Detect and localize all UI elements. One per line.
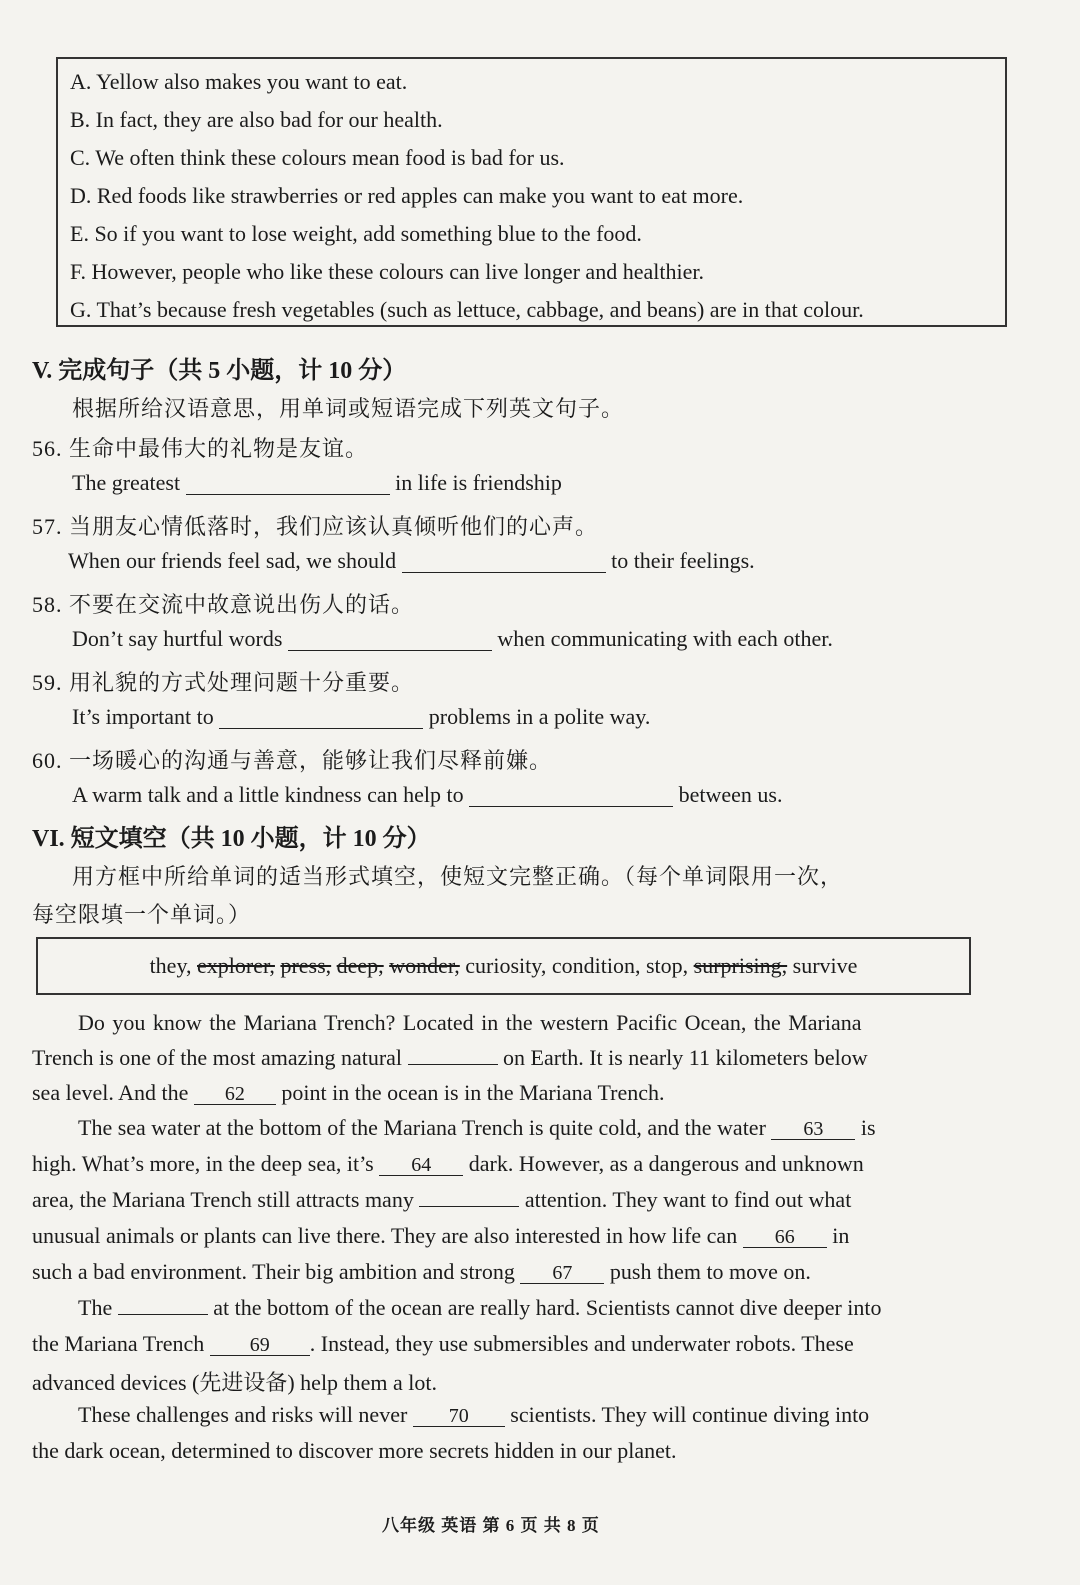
answer-blank-62[interactable]: 62	[194, 1084, 276, 1105]
answer-blank-56[interactable]	[186, 473, 390, 495]
answer-blank-66[interactable]: 66	[743, 1227, 827, 1248]
passage-line-10	[32, 1331, 854, 1357]
question-56-cn: 56. 生命中最伟大的礼物是友谊。	[32, 436, 369, 461]
word-box-word: condition,	[551, 953, 641, 978]
question-57-cn: 57. 当朋友心情低落时，我们应该认真倾听他们的心声。	[32, 514, 599, 539]
passage-text: scientists. They will continue diving into	[510, 1402, 870, 1427]
passage-line-2	[32, 1045, 868, 1071]
passage-text: The sea water at the bottom of the Mariana Trench is quite cold, and the water	[78, 1115, 766, 1140]
question-60-en	[72, 782, 783, 808]
passage-line-8	[32, 1259, 811, 1285]
passage-text: in	[832, 1223, 850, 1248]
word-box-word: stop,	[645, 953, 689, 978]
question-57-after: to their feelings.	[611, 548, 755, 573]
passage-text: such a bad environment. Their big ambition and strong	[32, 1259, 515, 1284]
passage-line-4	[78, 1115, 876, 1141]
question-59-cn: 59. 用礼貌的方式处理问题十分重要。	[32, 670, 415, 695]
question-58-before: Don’t say hurtful words	[72, 626, 283, 651]
option-d: D. Red foods like strawberries or red apples can make you want to eat more.	[70, 183, 744, 208]
option-b: B. In fact, they are also bad for our health.	[70, 107, 443, 132]
question-57-before: When our friends feel sad, we should	[68, 548, 397, 573]
answer-blank-65[interactable]	[419, 1206, 519, 1207]
question-58-en	[72, 626, 833, 652]
question-56-en	[72, 470, 562, 496]
passage-line-12	[78, 1402, 869, 1428]
question-59-before: It’s important to	[72, 704, 214, 729]
answer-blank-60[interactable]	[469, 785, 673, 807]
passage-line-3	[32, 1080, 665, 1106]
passage-text: the Mariana Trench	[32, 1331, 205, 1356]
question-60-cn: 60. 一场暖心的沟通与善意，能够让我们尽释前嫌。	[32, 748, 553, 773]
word-box-word: survive	[792, 953, 858, 978]
question-59-after: problems in a polite way.	[428, 704, 651, 729]
question-60-before: A warm talk and a little kindness can help to	[72, 782, 464, 807]
passage-line-11	[32, 1366, 437, 1397]
answer-blank-58[interactable]	[288, 629, 492, 651]
answer-blank-57[interactable]	[402, 551, 606, 573]
options-box	[56, 57, 1007, 327]
passage-text: area, the Mariana Trench still attracts many	[32, 1187, 414, 1212]
passage-line-6	[32, 1187, 851, 1213]
answer-blank-64[interactable]: 64	[379, 1155, 463, 1176]
question-59-en	[72, 704, 650, 730]
word-box-words	[150, 953, 858, 979]
question-57-en	[68, 548, 755, 574]
answer-blank-70[interactable]: 70	[413, 1406, 505, 1427]
word-box-word: explorer,	[197, 953, 275, 978]
option-a: A. Yellow also makes you want to eat.	[70, 69, 408, 94]
section5-title: V. 完成句子（共 5 小题，计 10 分）	[32, 358, 407, 384]
passage-line-5	[32, 1151, 864, 1177]
passage-text: dark. However, as a dangerous and unknown	[468, 1151, 864, 1176]
word-box-word: they,	[149, 953, 192, 978]
passage-text: sea level. And the	[32, 1080, 189, 1105]
option-c: C. We often think these colours mean food is bad for us.	[70, 145, 565, 170]
section5-instruction: 根据所给汉语意思，用单词或短语完成下列英文句子。	[72, 396, 625, 421]
word-box-word: curiosity,	[465, 953, 547, 978]
answer-blank-59[interactable]	[219, 707, 423, 729]
passage-line-7	[32, 1223, 849, 1249]
option-g: G. That’s because fresh vegetables (such as lettuce, cabbage, and beans) are in that colour.	[70, 297, 864, 322]
answer-blank-61[interactable]	[408, 1064, 498, 1065]
passage-text: advanced devices (先进设备) help them a lot.	[32, 1370, 438, 1395]
question-56-before: The greatest	[72, 470, 181, 495]
word-box-word: press,	[280, 953, 332, 978]
word-box-word: deep,	[336, 953, 384, 978]
answer-blank-68[interactable]	[118, 1314, 208, 1315]
answer-blank-63[interactable]: 63	[771, 1119, 855, 1140]
passage-text: the dark ocean, determined to discover more secrets hidden in our planet.	[32, 1438, 677, 1463]
passage-text: . Instead, they use submersibles and underwater robots. These	[309, 1331, 854, 1356]
passage-text: at the bottom of the ocean are really hard. Scientists cannot dive deeper into	[213, 1295, 882, 1320]
section6-instruction-line2: 每空限填一个单词。）	[32, 902, 252, 927]
passage-text: on Earth. It is nearly 11 kilometers below	[503, 1045, 868, 1070]
page-footer: 八年级 英语 第 6 页 共 8 页	[382, 1516, 600, 1535]
question-60-after: between us.	[678, 782, 783, 807]
passage-line-13	[32, 1438, 677, 1464]
option-f: F. However, people who like these colours can live longer and healthier.	[70, 259, 704, 284]
word-box-word: wonder,	[389, 953, 460, 978]
section6-instruction-line1: 用方框中所给单词的适当形式填空，使短文完整正确。（每个单词限用一次，	[72, 864, 844, 889]
passage-text: Trench is one of the most amazing natural	[32, 1045, 403, 1070]
passage-text: high. What’s more, in the deep sea, it’s	[32, 1151, 374, 1176]
passage-text: These challenges and risks will never	[78, 1402, 408, 1427]
option-e: E. So if you want to lose weight, add something blue to the food.	[70, 221, 642, 246]
passage-line-9	[78, 1295, 882, 1321]
word-box-word: surprising,	[693, 953, 788, 978]
passage-text: is	[860, 1115, 876, 1140]
passage-text: point in the ocean is in the Mariana Trench.	[281, 1080, 665, 1105]
answer-blank-69[interactable]: 69	[210, 1335, 310, 1356]
passage-text: unusual animals or plants can live there. They are also interested in how life can	[32, 1223, 738, 1248]
word-box	[36, 937, 971, 995]
answer-blank-67[interactable]: 67	[520, 1263, 604, 1284]
passage-text: attention. They want to find out what	[524, 1187, 852, 1212]
passage-text: The	[78, 1295, 113, 1320]
passage-text: Do you know the Mariana Trench? Located in the western Pacific Ocean, the Mariana	[78, 1010, 862, 1035]
passage-line-1	[78, 1010, 862, 1036]
question-56-after: in life is friendship	[395, 470, 562, 495]
passage-text: push them to move on.	[609, 1259, 811, 1284]
question-58-cn: 58. 不要在交流中故意说出伤人的话。	[32, 592, 415, 617]
question-58-after: when communicating with each other.	[497, 626, 833, 651]
section6-title: VI. 短文填空（共 10 小题，计 10 分）	[32, 826, 431, 852]
